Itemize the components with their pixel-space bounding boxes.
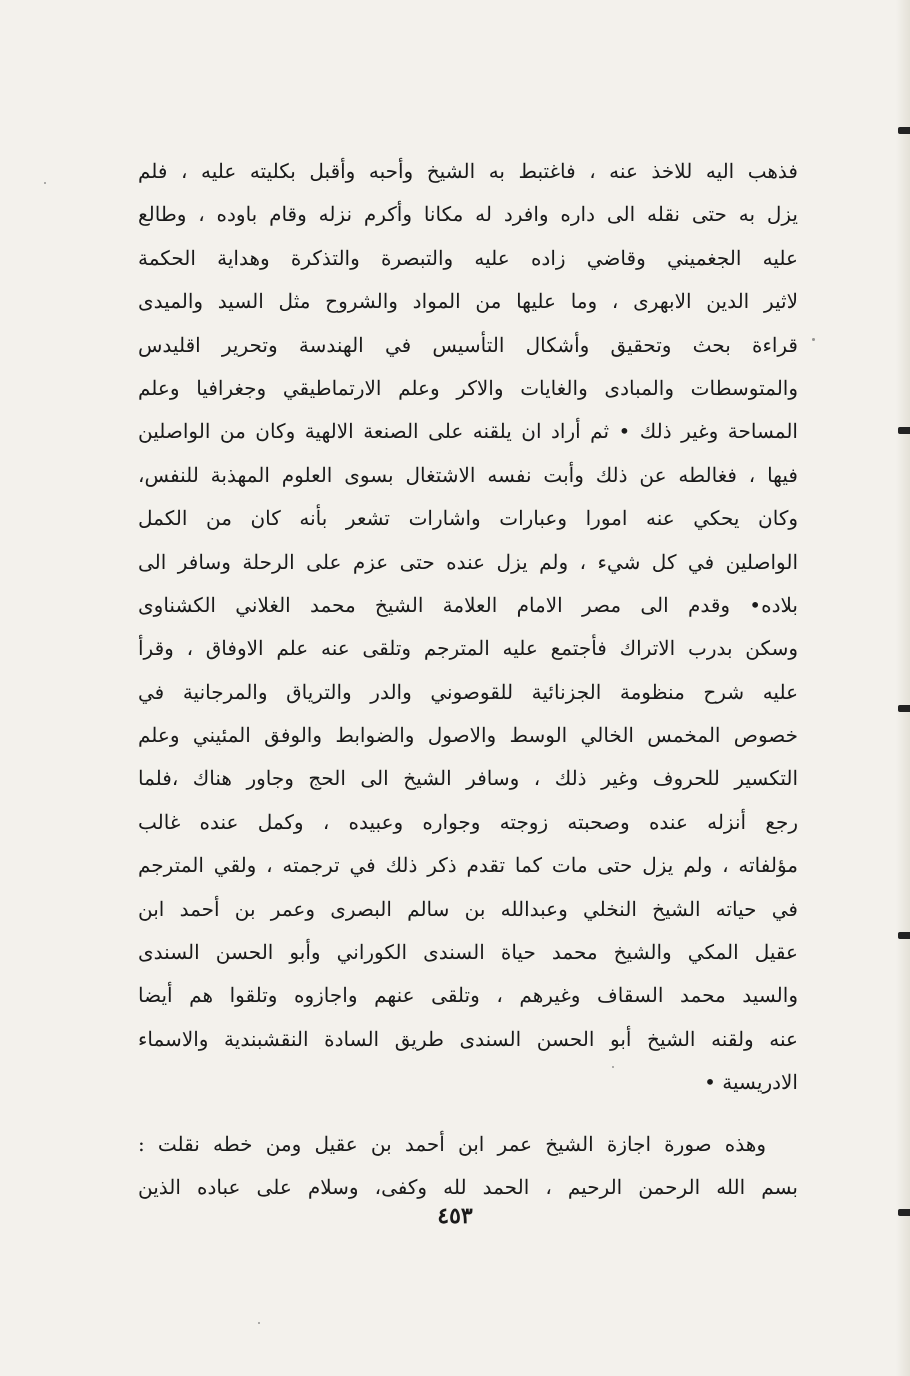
scan-edge-mark [898,705,910,712]
scan-edge-mark [898,127,910,134]
text-line: بلاده• وقدم الى مصر الامام العلامة الشيخ محمد الغلاني الكشناوى [138,592,798,617]
scan-speck [812,338,815,341]
text-line: وكان يحكي عنه امورا وعبارات واشارات تشعر بأنه كان من الكمل [138,506,798,531]
scan-edge [896,0,910,1376]
text-line: قراءة بحث وتحقيق وأشكال التأسيس في الهندسة وتحرير اقليدس [138,332,798,357]
text-line: يزل به حتى نقله الى داره وافرد له مكانا وأكرم نزله وقام باوده ، وطالع [138,202,798,227]
text-line: خصوص المخمس الخالي الوسط والاصول والضوابط والوفق المئيني وعلم [138,723,798,748]
text-line: والمتوسطات والمبادى والغايات والاكر وعلم الارتماطيقي وجغرافيا وعلم [138,375,798,400]
text-line: فذهب اليه للاخذ عنه ، فاغتبط به الشيخ وأحبه وأقبل بكليته عليه ، فلم [138,159,798,183]
text-line: التكسير للحروف وغير ذلك ، وسافر الشيخ الى الحج وجاور هناك ،فلما [138,766,798,791]
text-line: وسكن بدرب الاتراك فأجتمع عليه المترجم وتلقى عنه علم الاوفاق ، وقرأ [138,636,798,661]
text-line: لاثير الدين الابهرى ، وما عليها من المواد والشروح مثل السيد والميدى [138,289,798,314]
text-line: بسم الله الرحمن الرحيم ، الحمد لله وكفى، وسلام على عباده الذين [138,1174,798,1199]
text-line: عنه ولقنه الشيخ أبو الحسن السندى طريق السادة النقشبندية والاسماء [138,1026,798,1051]
scan-edge-mark [898,932,910,939]
text-line: عليه الجغميني وقاضي زاده عليه والتبصرة والتذكرة وهداية الحكمة [138,245,798,270]
scan-edge-mark [898,427,910,434]
text-line: مؤلفاته ، ولم يزل حتى مات كما تقدم ذكر ذلك في ترجمته ، ولقي المترجم [138,853,798,878]
text-line: الواصلين في كل شيء ، ولم يزل عنده حتى عزم على الرحلة وسافر الى [138,549,798,574]
page-number: ٤٥٣ [437,1203,473,1229]
paragraph-1 [138,150,798,1105]
text-line: المساحة وغير ذلك • ثم أراد ان يلقنه على الصنعة الالهية وكان من الواصلين [138,419,798,444]
text-line: رجع أنزله عنده وصحبته زوجته وجواره وعبيده ، وكمل عنده غالب [138,809,798,834]
text-line: عقيل المكي والشيخ محمد حياة السندى الكوراني وأبو الحسن السندى [138,940,798,965]
scan-speck [258,1322,260,1324]
text-line: الادريسية • [704,1070,798,1095]
paragraph-2 [138,1123,798,1210]
text-line: عليه شرح منظومة الجزنائية للقوصوني والدر والترياق والمرجانية في [138,679,798,704]
text-line: فيها ، فغالطه عن ذلك وأبت نفسه الاشتغال بسوى العلوم المهذبة للنفس، [138,462,798,487]
scan-speck [44,182,46,184]
paragraph-gap [138,1105,798,1123]
text-line: في حياته الشيخ النخلي وعبدالله بن سالم البصرى وعمر بن أحمد ابن [138,896,798,921]
text-line: والسيد محمد السقاف وغيرهم ، وتلقى عنهم واجازوه وتلقوا هم أيضا [138,983,798,1008]
text-line: وهذه صورة اجازة الشيخ عمر ابن أحمد بن عقيل ومن خطه نقلت : [138,1131,766,1156]
page-body [138,150,798,1209]
